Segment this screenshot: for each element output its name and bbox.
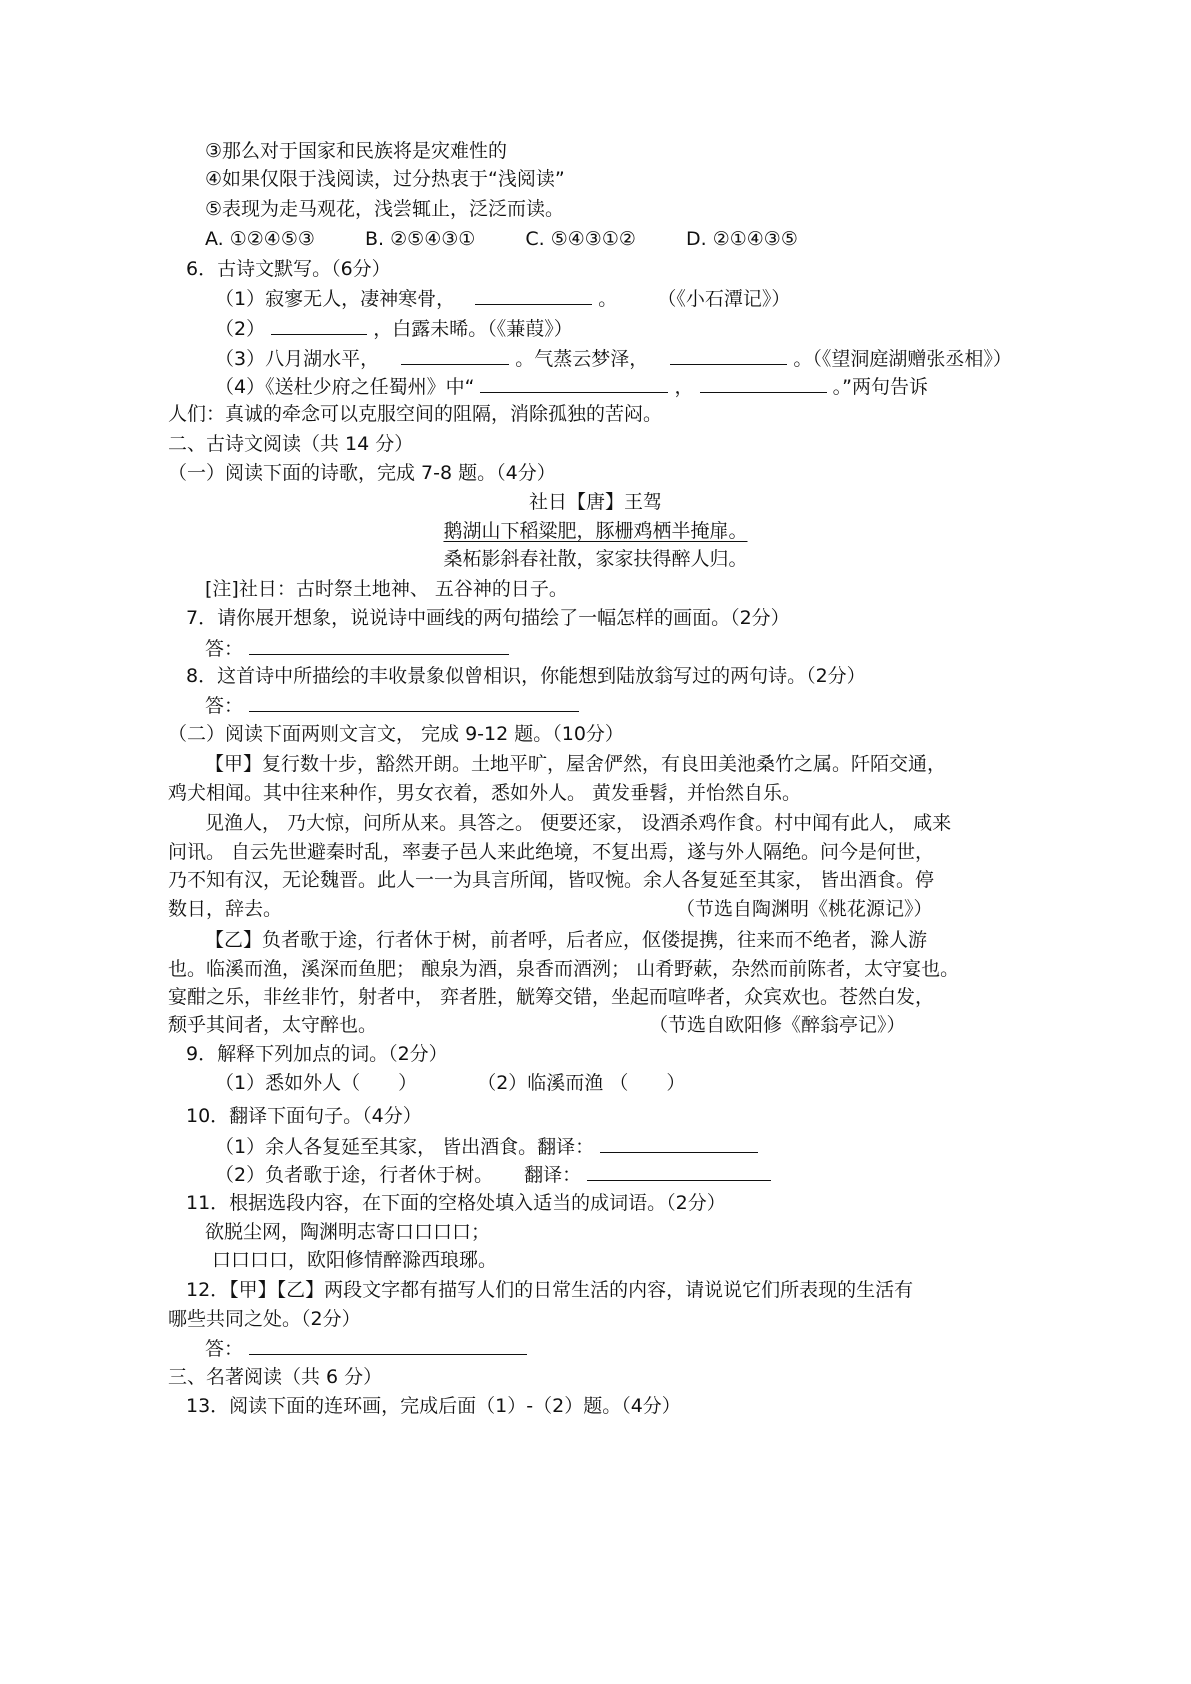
poem-line-1-text: 鹅湖山下稻粱肥，豚栅鸡栖半掩扉。	[443, 520, 748, 542]
answer-label: 答：	[205, 1338, 244, 1360]
yi-line-3: 宴酣之乐，非丝非竹，射者中， 弈者胜，觥筹交错，坐起而喧哗者，众宾欢也。苍然白发，	[168, 986, 935, 1008]
q6-item-2	[215, 316, 573, 341]
section-3-title: 三、名著阅读（共 6 分）	[168, 1366, 383, 1388]
q10-item-1	[215, 1134, 758, 1159]
q7-title: 7．请你展开想象，说说诗中画线的两句描绘了一幅怎样的画面。（2分）	[186, 607, 790, 629]
answer-line[interactable]	[249, 1336, 527, 1355]
q13-title: 13．阅读下面的连环画，完成后面（1）-（2）题。（4分）	[186, 1395, 681, 1417]
q6-item-1-end: 。	[598, 288, 618, 310]
q6-item-3-source: 。（《望洞庭湖赠张丞相》）	[793, 348, 1012, 370]
yi-line-2: 也。临溪而渔，溪深而鱼肥； 酿泉为酒，泉香而酒洌； 山肴野蔌，杂然而前陈者，太守宴也。	[168, 958, 960, 980]
q9-items	[215, 1071, 685, 1095]
q5-option-a: A. ①②④⑤③	[205, 228, 315, 250]
q9-item-2: （2）临溪而渔 （ ）	[477, 1072, 686, 1094]
q5-sentence-5: ⑤表现为走马观花，浅尝辄止，泛泛而读。	[205, 198, 565, 220]
q6-item-1-source: （《小石潭记》）	[657, 288, 791, 310]
q6-item-3	[215, 346, 1012, 371]
section-2-part-2: （二）阅读下面两则文言文， 完成 9-12 题。（10分）	[168, 723, 624, 745]
answer-blank[interactable]	[271, 316, 367, 335]
q12-answer	[205, 1336, 527, 1361]
q5-option-b: B. ②⑤④③①	[365, 228, 476, 250]
section-2-part-1: （一）阅读下面的诗歌，完成 7-8 题。（4分）	[168, 462, 556, 484]
jia-line-4: 问讯。 自云先世避秦时乱，率妻子邑人来此绝境，不复出焉，遂与外人隔绝。问今是何世，	[168, 841, 935, 863]
q11-line-2: 口口口口，欧阳修情醉滁西琅琊。	[212, 1249, 498, 1271]
answer-line[interactable]	[249, 636, 509, 655]
q11-title: 11．根据选段内容，在下面的空格处填入适当的成词语。（2分）	[186, 1192, 726, 1214]
q8-title: 8．这首诗中所描绘的丰收景象似曾相识，你能想到陆放翁写过的两句诗。（2分）	[186, 665, 866, 687]
q5-sentence-3: ③那么对于国家和民族将是灾难性的	[205, 140, 508, 162]
q8-answer	[205, 693, 579, 718]
q5-sentence-4: ④如果仅限于浅阅读，过分热衷于“浅阅读”	[205, 168, 565, 190]
poem-line-2: 桑柘影斜春社散，家家扶得醉人归。	[443, 548, 748, 570]
jia-line-6: 数日，辞去。	[168, 898, 283, 920]
answer-label: 答：	[205, 695, 244, 717]
q6-item-4-text: （4）《送杜少府之任蜀州》中“	[215, 376, 475, 398]
q6-item-4-comma: ，	[674, 376, 694, 398]
q12-line-2: 哪些共同之处。（2分）	[168, 1308, 361, 1330]
yi-line-1: 【乙】负者歌于途，行者休于树，前者呼，后者应，伛偻提携，往来而不绝者，滁人游	[205, 929, 928, 951]
answer-line[interactable]	[249, 693, 579, 712]
q11-line-1: 欲脱尘网，陶渊明志寄口口口口；	[205, 1221, 491, 1243]
answer-blank[interactable]	[480, 374, 668, 393]
q6-item-3-text: （3）八月湖水平，	[215, 348, 380, 370]
jia-source: （节选自陶渊明《桃花源记》）	[676, 898, 933, 920]
answer-blank[interactable]	[670, 346, 787, 365]
q10-item-2-text: （2）负者歌于途，行者休于树。 翻译：	[215, 1164, 582, 1186]
answer-line[interactable]	[600, 1134, 758, 1153]
q5-option-c: C. ⑤④③①②	[525, 228, 636, 250]
poem-note: [注]社日：古时祭土地神、 五谷神的日子。	[205, 578, 568, 600]
answer-blank[interactable]	[700, 374, 827, 393]
q7-answer	[205, 636, 509, 661]
q6-item-2-label: （2）	[215, 318, 266, 340]
answer-line[interactable]	[587, 1162, 771, 1181]
section-2-title: 二、古诗文阅读（共 14 分）	[168, 433, 414, 455]
jia-line-1: 【甲】复行数十步，豁然开朗。土地平旷，屋舍俨然，有良田美池桑竹之属。阡陌交通，	[205, 753, 947, 775]
q10-item-2	[215, 1162, 771, 1187]
answer-blank[interactable]	[475, 286, 592, 305]
q6-item-4-end: 。”两句告诉	[832, 376, 928, 398]
q9-title: 9．解释下列加点的词。（2分）	[186, 1043, 448, 1065]
q6-item-2-text: ，白露未晞。（《蒹葭》）	[373, 318, 573, 340]
answer-label: 答：	[205, 638, 244, 660]
yi-line-4: 颓乎其间者，太守醉也。	[168, 1014, 378, 1036]
q10-item-1-text: （1）余人各复延至其家， 皆出酒食。翻译：	[215, 1136, 595, 1158]
q9-item-1: （1）悉如外人（ ）	[215, 1072, 418, 1094]
q6-item-3-mid: 。气蒸云梦泽，	[515, 348, 649, 370]
q6-item-4	[215, 374, 928, 399]
q6-item-1	[215, 286, 790, 311]
q5-options	[205, 227, 798, 251]
q10-title: 10．翻译下面句子。（4分）	[186, 1105, 422, 1127]
q6-title: 6．古诗文默写。（6分）	[186, 258, 391, 280]
q5-option-d: D. ②①④③⑤	[686, 228, 798, 250]
poem-line-1	[0, 519, 1191, 543]
jia-line-5: 乃不知有汉，无论魏晋。此人一一为具言所闻，皆叹惋。余人各复延至其家， 皆出酒食。停	[168, 869, 935, 891]
jia-line-2: 鸡犬相闻。其中往来种作，男女衣着，悉如外人。 黄发垂髫，并怡然自乐。	[168, 782, 802, 804]
yi-source: （节选自欧阳修《醉翁亭记》）	[649, 1014, 906, 1036]
answer-blank[interactable]	[401, 346, 509, 365]
poem-title: 社日【唐】王驾	[528, 491, 662, 513]
jia-line-3: 见渔人， 乃大惊，问所从来。具答之。 便要还家， 设酒杀鸡作食。村中闻有此人， 咸来	[205, 812, 952, 834]
q6-item-1-text: （1）寂寥无人，凄神寒骨，	[215, 288, 456, 310]
q12-line-1: 12．【甲】【乙】两段文字都有描写人们的日常生活的内容，请说说它们所表现的生活有	[186, 1279, 914, 1301]
q6-item-4-cont: 人们：真诚的牵念可以克服空间的阻隔，消除孤独的苦闷。	[168, 403, 663, 425]
